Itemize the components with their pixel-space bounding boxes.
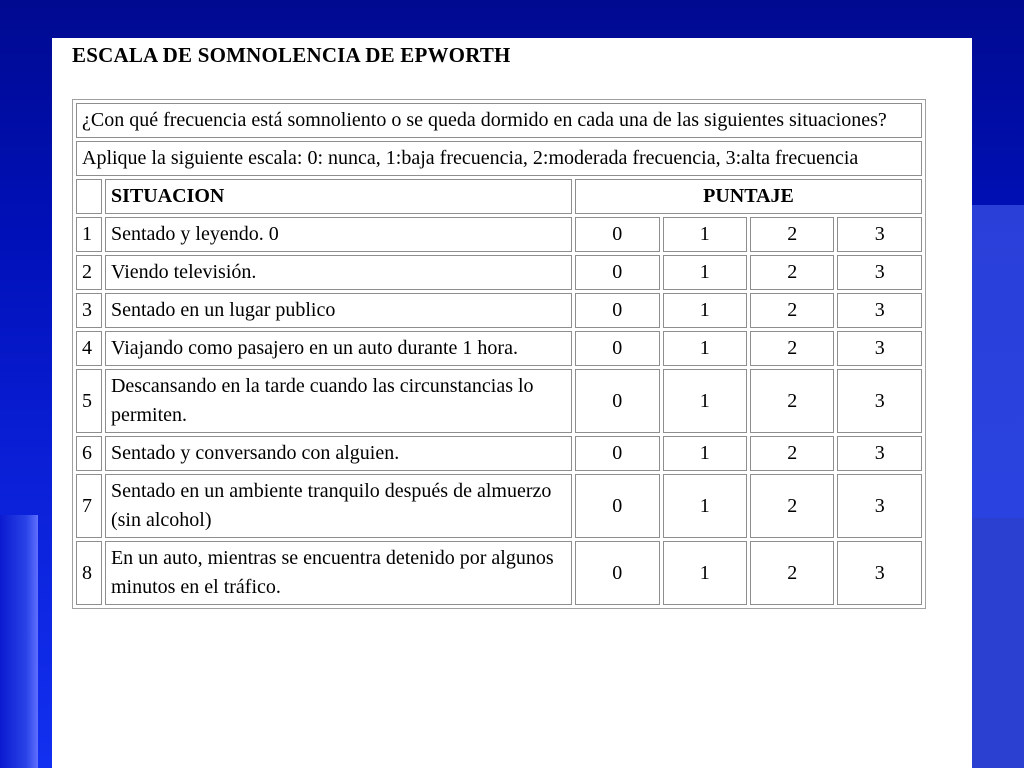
table-row — [76, 217, 922, 252]
epworth-table — [72, 99, 926, 609]
instructions-row — [76, 141, 922, 176]
header-row — [76, 179, 922, 214]
score-option-3[interactable]: 3 — [837, 541, 922, 605]
background-band-left — [0, 515, 38, 768]
page-title: ESCALA DE SOMNOLENCIA DE EPWORTH — [72, 43, 511, 67]
row-number: 2 — [76, 255, 102, 290]
situation-text: Sentado en un ambiente tranquilo después de almuerzo (sin alcohol) — [105, 474, 572, 538]
score-option-3[interactable]: 3 — [837, 331, 922, 366]
score-option-1[interactable]: 1 — [663, 474, 747, 538]
score-option-2[interactable]: 2 — [750, 331, 834, 366]
row-number: 6 — [76, 436, 102, 471]
score-option-3[interactable]: 3 — [837, 436, 922, 471]
score-option-0[interactable]: 0 — [575, 255, 659, 290]
score-option-1[interactable]: 1 — [663, 255, 747, 290]
score-option-1[interactable]: 1 — [663, 331, 747, 366]
question-cell: ¿Con qué frecuencia está somnoliento o se queda dormido en cada una de las siguientes situaciones? — [76, 103, 922, 138]
score-option-2[interactable]: 2 — [750, 474, 834, 538]
header-num-cell — [76, 179, 102, 214]
header-score: PUNTAJE — [575, 179, 922, 214]
situation-text: En un auto, mientras se encuentra detenido por algunos minutos en el tráfico. — [105, 541, 572, 605]
score-option-1[interactable]: 1 — [663, 436, 747, 471]
table-row — [76, 255, 922, 290]
situation-text: Sentado en un lugar publico — [105, 293, 572, 328]
score-option-0[interactable]: 0 — [575, 369, 659, 433]
row-number: 1 — [76, 217, 102, 252]
table-row — [76, 331, 922, 366]
score-option-0[interactable]: 0 — [575, 293, 659, 328]
table-row — [76, 474, 922, 538]
situation-text: Sentado y conversando con alguien. — [105, 436, 572, 471]
table-row — [76, 541, 922, 605]
score-option-0[interactable]: 0 — [575, 474, 659, 538]
question-row — [76, 103, 922, 138]
row-number: 3 — [76, 293, 102, 328]
score-option-1[interactable]: 1 — [663, 293, 747, 328]
row-number: 7 — [76, 474, 102, 538]
score-option-1[interactable]: 1 — [663, 369, 747, 433]
score-option-2[interactable]: 2 — [750, 293, 834, 328]
situation-text: Descansando en la tarde cuando las circunstancias lo permiten. — [105, 369, 572, 433]
row-number: 8 — [76, 541, 102, 605]
score-option-2[interactable]: 2 — [750, 217, 834, 252]
score-option-1[interactable]: 1 — [663, 217, 747, 252]
table-row — [76, 369, 922, 433]
score-option-3[interactable]: 3 — [837, 293, 922, 328]
row-number: 5 — [76, 369, 102, 433]
table-row — [76, 436, 922, 471]
situation-text: Viendo televisión. — [105, 255, 572, 290]
table-row — [76, 293, 922, 328]
score-option-2[interactable]: 2 — [750, 541, 834, 605]
instructions-cell: Aplique la siguiente escala: 0: nunca, 1:baja frecuencia, 2:moderada frecuencia, 3:alta frecuencia — [76, 141, 922, 176]
score-option-2[interactable]: 2 — [750, 436, 834, 471]
score-option-2[interactable]: 2 — [750, 369, 834, 433]
score-option-3[interactable]: 3 — [837, 369, 922, 433]
score-option-3[interactable]: 3 — [837, 217, 922, 252]
score-option-3[interactable]: 3 — [837, 255, 922, 290]
score-option-0[interactable]: 0 — [575, 436, 659, 471]
score-option-3[interactable]: 3 — [837, 474, 922, 538]
score-option-2[interactable]: 2 — [750, 255, 834, 290]
background-band-right-lower — [972, 518, 1024, 768]
score-option-0[interactable]: 0 — [575, 217, 659, 252]
header-situation: SITUACION — [105, 179, 572, 214]
situation-text: Sentado y leyendo. 0 — [105, 217, 572, 252]
slide-panel — [52, 38, 972, 768]
row-number: 4 — [76, 331, 102, 366]
score-option-0[interactable]: 0 — [575, 541, 659, 605]
situation-text: Viajando como pasajero en un auto durante 1 hora. — [105, 331, 572, 366]
score-option-1[interactable]: 1 — [663, 541, 747, 605]
score-option-0[interactable]: 0 — [575, 331, 659, 366]
